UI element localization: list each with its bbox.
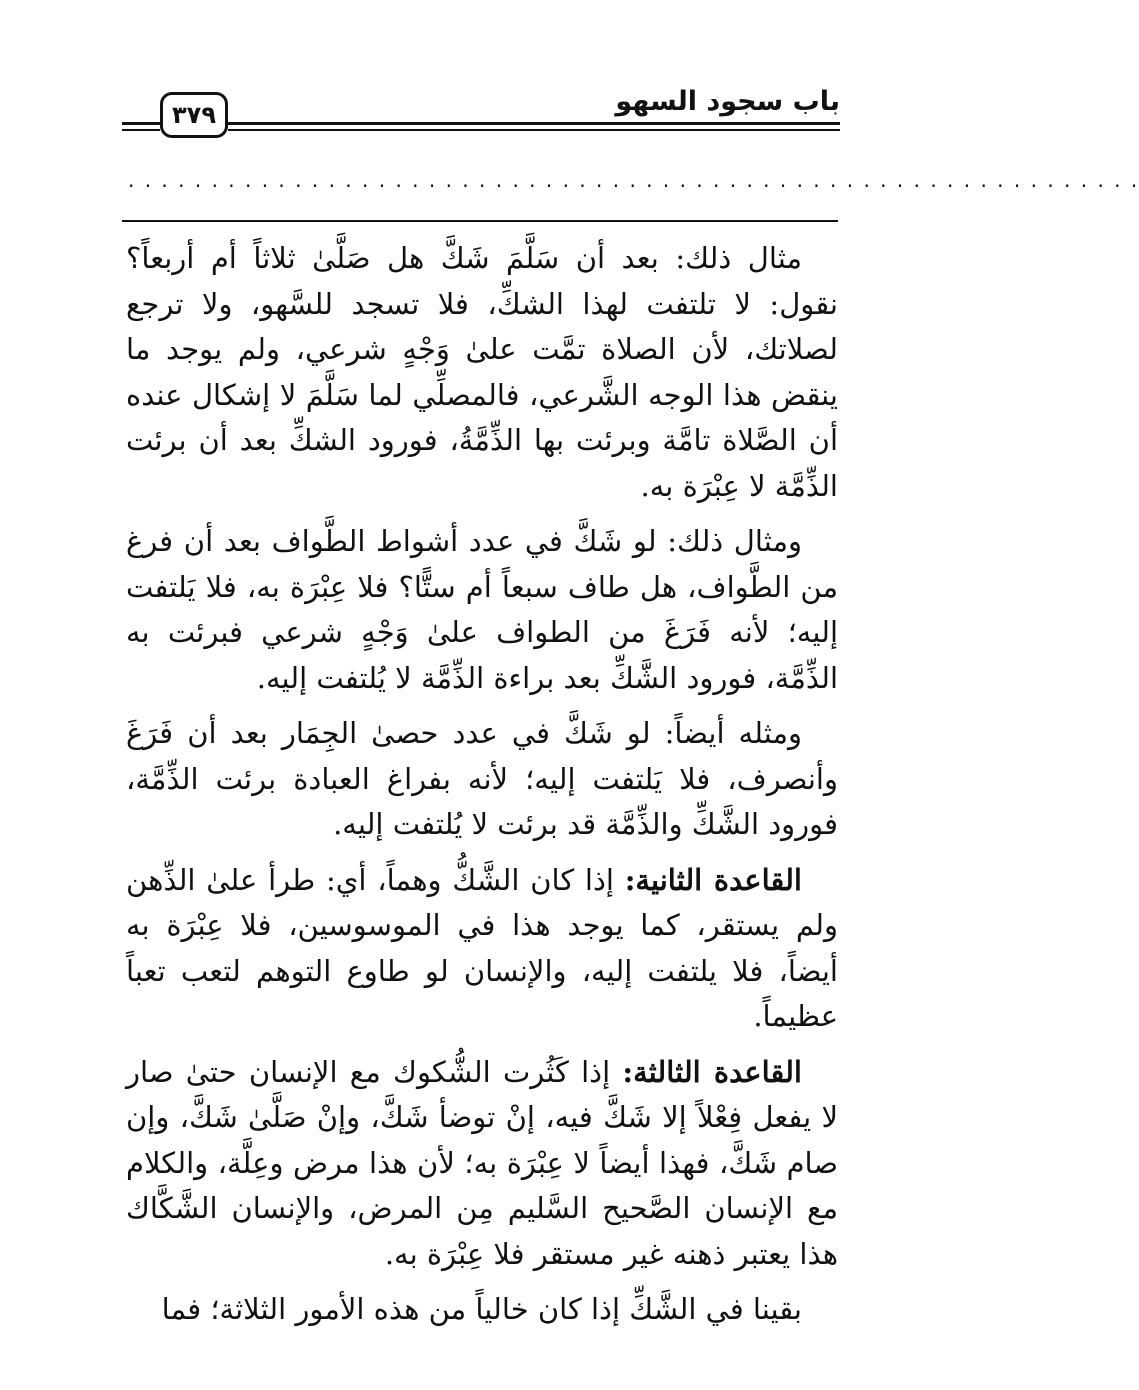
header-rule-top [228, 122, 840, 125]
rule-heading: القاعدة الثالثة: [622, 1054, 802, 1089]
paragraph: بقينا في الشَّكِّ إذا كان خالياً من هذه الأمور الثلاثة؛ فما [161, 1292, 802, 1326]
paragraph: مثال ذلك: بعد أن سَلَّمَ شَكَّ هل صَلَّىٰ ثلاثاً أم أربعاً؟ نقول: لا تلتفت لهذا الشكِّ، فلا تسجد للسَّهو، ولا ترجع لصلاتك، لأن الصلاة تمَّت علىٰ وَجْهٍ شرعي، ولم يوجد ما ينقض هذا الوجه الشَّرعي، فالمصلِّي لما سَلَّمَ لا إشكال عنده أن الصَّلاة تامَّة وبرئت بها الذِّمَّةُ، فورود الشكِّ بعد أن برئت الذِّمَّة لا عِبْرَة به. [126, 241, 838, 503]
header-rule-top [122, 122, 160, 125]
rule-heading: القاعدة الثانية: [624, 862, 802, 897]
paragraph: ومثال ذلك: لو شَكَّ في عدد أشواط الطَّواف بعد أن فرغ من الطَّواف، هل طاف سبعاً أم ستًّا؟ فلا عِبْرَة به، فلا يَلتفت إليه؛ لأنه فَرَغَ من الطواف علىٰ وَجْهٍ شرعي فبرئت به الذِّمَّة، فورود الشَّكِّ بعد براءة الذِّمَّة لا يُلتفت إليه. [126, 524, 838, 695]
header-rule-bottom [228, 129, 840, 131]
page-number: ٣٧٩ [160, 92, 228, 138]
paragraph: القاعدة الثانية: إذا كان الشَّكُّ وهماً، أي: طرأ علىٰ الذِّهن ولم يستقر، كما يوجد هذا في الموسوسين، فلا عِبْرَة به أيضاً، فلا يلتفت إليه، والإنسان لو طاوع التوهم لتعب تعباً عظيماً. [126, 862, 838, 1033]
dotted-line: . . . . . . . . . . . . . . . . . . . . . . . . . . . . . . . . . . . . . . . . . . . . . . . . . . . . . . . . . . . . . [128, 168, 1139, 192]
chapter-title: باب سجود السهو [615, 86, 840, 117]
paragraph: ومثله أيضاً: لو شَكَّ في عدد حصىٰ الجِمَار بعد أن فَرَغَ وأنصرف، فلا يَلتفت إليه؛ لأنه بفراغ العبادة برئت الذِّمَّة، فورود الشَّكِّ والذِّمَّة قد برئت لا يُلتفت إليه. [126, 716, 838, 841]
page-header [122, 86, 840, 146]
paragraph: القاعدة الثالثة: إذا كَثُرت الشُّكوك مع الإنسان حتىٰ صار لا يفعل فِعْلاً إلا شَكَّ فيه، إنْ توضأ شَكَّ، وإنْ صَلَّىٰ شَكَّ، وإن صام شَكَّ، فهذا أيضاً لا عِبْرَة به؛ لأن هذا مرض وعِلَّة، والكلام مع الإنسان الصَّحيح السَّليم مِن المرض، والإنسان الشَّكَّاك هذا يعتبر ذهنه غير مستقر فلا عِبْرَة به. [126, 1054, 838, 1271]
body-text [126, 236, 838, 1343]
separator-line [122, 220, 838, 222]
header-rule-bottom [122, 129, 160, 131]
